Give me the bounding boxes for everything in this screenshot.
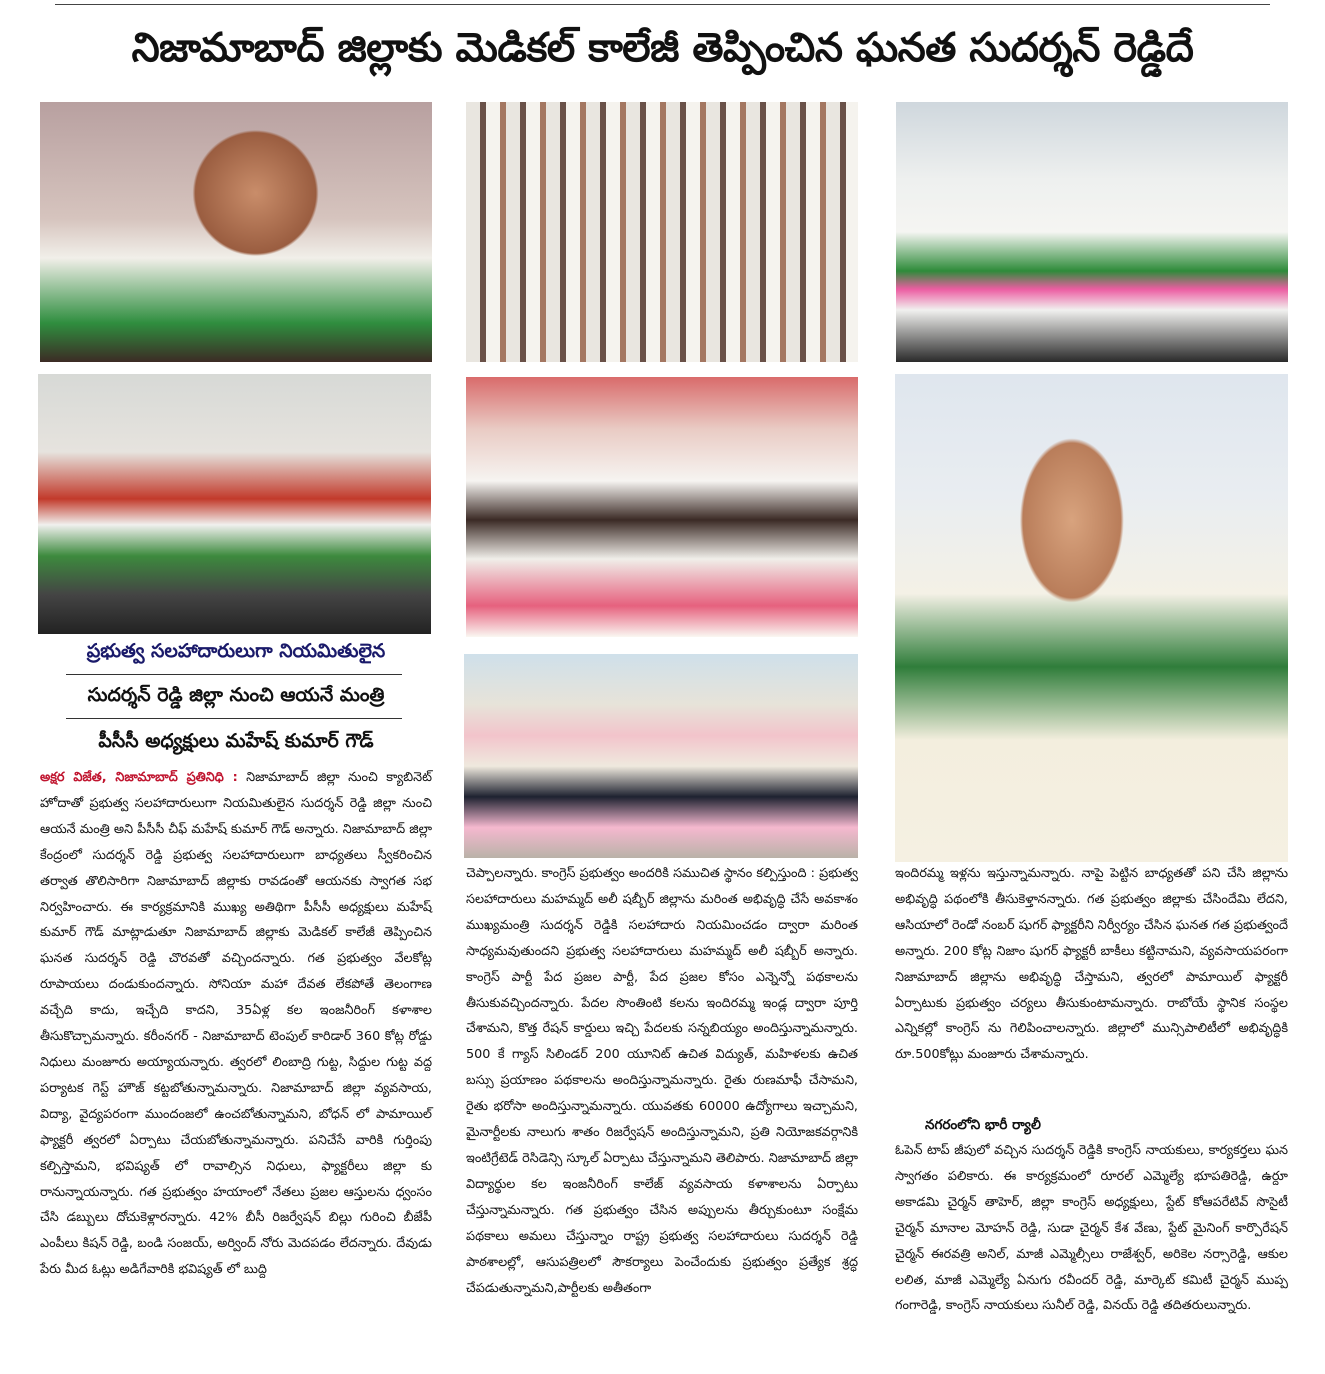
article-column-1 — [40, 765, 432, 1365]
article-column-3-rally: ఓపెన్ టాప్ జీపులో వచ్చిన సుదర్శన్ రెడ్డికి కాంగ్రెస్ నాయకులు, కార్యకర్తలు ఘన స్వాగతం పలికారు. ఈ కార్యక్రమంలో రూరల్ ఎమ్మెల్యే భూపతిరెడ్డి, ఉర్దూ అకాడమి చైర్మన్ తాహెర్, జిల్లా కాంగ్రెస్ అధ్యక్షులు, స్టేట్ కోఆపరేటివ్ సొసైటీ చైర్మన్ మానాల మోహన్ రెడ్డి, సుడా చైర్మన్ కేశ వేణు, స్టేట్ మైనింగ్ కార్పొరేషన్ చైర్మన్ ఈరవత్రి అనిల్, మాజీ ఎమ్మెల్సీలు రాజేశ్వర్, అరికెల నర్సారెడ్డి, ఆకుల లలిత, మాజీ ఎమ్మెల్యే ఏనుగు రవీందర్ రెడ్డి, మార్కెట్ కమిటీ చైర్మన్ ముప్ప గంగారెడ్డి, కాంగ్రెస్ నాయకులు సునీల్ రెడ్డి, వినయ్ రెడ్డి తదితరులున్నారు. — [895, 1143, 1288, 1314]
subhead-1: ప్రభుత్వ సలహాదారులుగా నియమితులైన — [86, 640, 386, 662]
garland-welcome-photo — [896, 102, 1288, 362]
crowd-audience-photo — [466, 102, 858, 362]
article-column-2: చెప్పాలన్నారు. కాంగ్రెస్ ప్రభుత్వం అందరికి సముచిత స్థానం కల్పిస్తుంది : ప్రభుత్వ సలహాదారులు మహమ్మద్ అలీ షబ్బీర్ జిల్లాను మరింత అభివృద్ధి చేసే అవకాశం ముఖ్యమంత్రి సుదర్శన్ రెడ్డికి సలహాదారు నియమించడం ద్వారా మరింత సాధ్యమవుతుందని ప్రభుత్వ సలహాదారులు మహమ్మద్ అలీ షబ్బీర్ అన్నారు. కాంగ్రెస్ పార్టీ పేద ప్రజల పార్టీ, పేద ప్రజల కోసం ఎన్నెన్నో పథకాలను తీసుకువచ్చిందన్నారు. పేదల సొంతింటి కలను ఇందిరమ్మ ఇండ్ల ద్వారా పూర్తి చేశామని, కొత్త రేషన్ కార్డులు ఇచ్చి పేదలకు సన్నబియ్యం అందిస్తున్నామన్నారు. 500 కే గ్యాస్ సిలిండర్ 200 యూనిట్ ఉచిత విద్యుత్, మహిళలకు ఉచిత బస్సు ప్రయాణం పథకాలను అందిస్తున్నామన్నారు. రైతు రుణమాఫీ చేసామని, రైతు భరోసా అందిస్తున్నామన్నారు. యువతకు 60000 ఉద్యోగాలు ఇచ్చామని, మైనార్టీలకు నాలుగు శాతం రిజర్వేషన్ అందిస్తున్నామని, ప్రతి నియోజకవర్గానికి ఇంటిగ్రేటెడ్ రెసిడెన్సి స్కూల్ ఏర్పాటు చేస్తున్నామని తెలిపారు. నిజామాబాద్ జిల్లా విద్యార్థుల కల ఇంజనీరింగ్ కాలేజ్ వ్యవసాయ కళాశాలను ఏర్పాటు చేస్తున్నామన్నారు. గత ప్రభుత్వం చేసిన అప్పులను తీర్చుకుంటూ సంక్షేమ పథకాలు అమలు చేస్తున్నాం రాష్ట్ర ప్రభుత్వ సలహాదారులు సుదర్శన్ రెడ్డి పాఠశాలల్లో, ఆసుపత్రిలలో సౌకర్యాలు పెంచేందుకు ప్రభుత్వం ప్రత్యేక శ్రద్ధ చేపడుతున్నామని,పార్టీలకు అతీతంగా — [466, 866, 858, 1296]
section-heading-rally: నగరంలోని భారీ ర్యాలీ — [925, 1117, 1041, 1133]
subhead-2: సుదర్శన్ రెడ్డి జిల్లా నుంచి ఆయనే మంత్రి — [87, 684, 385, 706]
top-rule — [55, 4, 1270, 5]
rally-vehicle-photo — [38, 374, 431, 634]
sudarshan-reddy-speaking-photo — [895, 374, 1288, 862]
subhead-divider-1 — [66, 674, 402, 675]
byline: అక్షర విజేత, నిజామాబాద్ ప్రతినిధి : — [40, 770, 238, 785]
subhead-divider-2 — [66, 718, 402, 719]
article-column-1-text: నిజామాబాద్ జిల్లా నుంచి క్యాబినెట్ హోదాతో ప్రభుత్వ సలహాదారులుగా నియమితులైన సుదర్శన్ రెడ్డి జిల్లా నుంచి ఆయనే మంత్రి అని పీసీసీ చీఫ్ మహేష్ కుమార్ గౌడ్ అన్నారు. నిజామాబాద్ జిల్లా కేంద్రంలో సుదర్శన్ రెడ్డి ప్రభుత్వ సలహాదారులుగా బాధ్యతలు స్వీకరించిన తర్వాత తొలిసారిగా నిజామాబాద్ జిల్లాకు రావడంతో ఆయనకు స్వాగత సభ నిర్వహించారు. ఈ కార్యక్రమానికి ముఖ్య అతిథిగా పీసీసీ అధ్యక్షులు మహేష్ కుమార్ గౌడ్ మాట్లాడుతూ నిజామాబాద్ జిల్లాకు మెడికల్ కాలేజీ తెప్పించిన ఘనత సుదర్శన్ రెడ్డి చొరవతో వచ్చిందన్నారు. గత ప్రభుత్వం వేలకోట్ల రూపాయలు దండుకుందన్నారు. సోనియా మహా దేవత లేకపోతే తెలంగాణ వచ్చేది కాదు, ఇచ్చేది కాదని, 35ఏళ్ల కల ఇంజనీరింగ్ కళాశాల తీసుకొచ్చామన్నారు. కరీంనగర్ - నిజామాబాద్ టెంపుల్ కారిడార్ 360 కోట్ల రోడ్డు నిధులు మంజూరు అయ్యాయన్నారు. త్వరలో లింబాద్రి గుట్ట, సిద్దుల గుట్ట వద్ద పర్యాటక గెస్ట్ హౌజ్ కట్టబోతున్నామన్నారు. నిజామాబాద్ జిల్లా వ్యవసాయ, విద్యా, వైద్యపరంగా ముందంజలో ఉంచబోతున్నామని, బోధన్ లో పామాయిల్ ఫ్యాక్టరీ త్వరలో ఏర్పాటు చేయబోతున్నామన్నారు. పనిచేసే వారికి గుర్తింపు కల్పిస్తామని, భవిష్యత్ లో రావాల్సిన నిధులు, ఫ్యాక్టరీలు జిల్లా కు రానున్నాయన్నారు. గత ప్రభుత్వం హయాంలో నేతలు ప్రజల ఆస్తులను ధ్వంసం చేసి డబ్బులు దోచుకెళ్లారన్నారు. 42% బీసీ రిజర్వేషన్ బిల్లు గురించి బీజేపీ ఎంపీలు కిషన్ రెడ్డి, బండి సంజయ్, అర్వింద్ నోరు మెదపడం లేదన్నారు. దేవుడు పేరు మీద ఓట్లు అడిగేవారికి భవిష్యత్ లో బుద్ది — [40, 770, 432, 1278]
article-column-3: ఇందిరమ్మ ఇళ్లను ఇస్తున్నామన్నారు. నాపై పెట్టిన బాధ్యతతో పని చేసి జిల్లాను అభివృద్ధి పథంలోకి తీసుకెళ్తానన్నారు. గత ప్రభుత్వం జిల్లాకు చేసిందేమి లేదని, ఆసియాలో రెండో నంబర్ షుగర్ ఫ్యాక్టరీని నిర్వీర్యం చేసిన ఘనత గత ప్రభుత్వందే అన్నారు. 200 కోట్ల నిజాం షుగర్ ఫ్యాక్టరీ బాకీలు కట్టినామని, వ్యవసాయపరంగా నిజామాబాద్ జిల్లాను అభివృద్ధి చేస్తామని, త్వరలో పామాయిల్ ఫ్యాక్టరీ ఏర్పాటుకు ప్రభుత్వం చర్యలు తీసుకుంటామన్నారు. రాబోయే స్థానిక సంస్థల ఎన్నికల్లో కాంగ్రెస్ ను గెలిపించాలన్నారు. జిల్లాలో మున్సిపాలిటీలో అభివృద్ధికి రూ.500కోట్లు మంజూరు చేశామన్నారు. — [895, 866, 1288, 1063]
podium-address-photo — [464, 654, 858, 858]
stage-felicitation-photo — [466, 377, 858, 637]
headline: నిజామాబాద్ జిల్లాకు మెడికల్ కాలేజీ తెప్పించిన ఘనత సుదర్శన్ రెడ్డిదే — [131, 25, 1194, 71]
subhead-3: పీసీసీ అధ్యక్షులు మహేష్ కుమార్ గౌడ్ — [98, 730, 374, 752]
speaker-at-podium-photo — [40, 102, 432, 362]
